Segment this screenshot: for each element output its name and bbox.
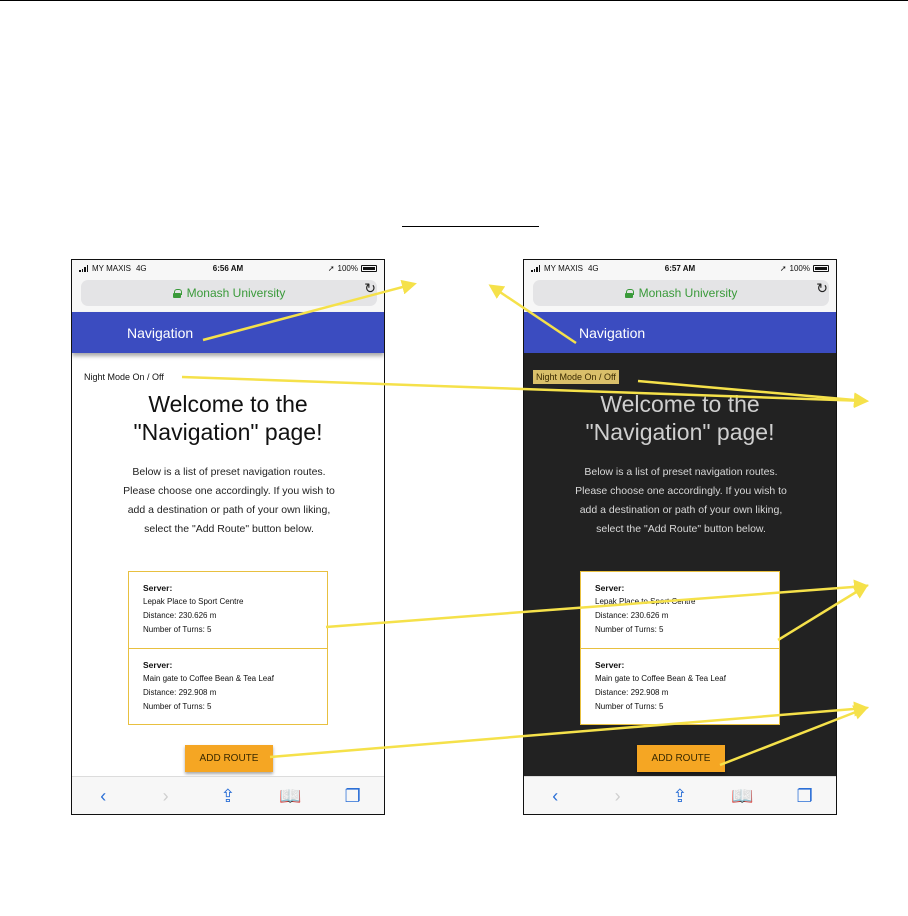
intro-line: Below is a list of preset navigation routes. bbox=[132, 466, 326, 478]
route-list bbox=[128, 571, 328, 725]
caption-rule bbox=[402, 226, 539, 227]
intro-text bbox=[534, 463, 828, 539]
carrier-name: MY MAXIS bbox=[544, 263, 583, 273]
network-type: 4G bbox=[135, 263, 147, 273]
route-server-label: Server: bbox=[595, 660, 625, 670]
app-bar-title: Navigation bbox=[579, 324, 646, 341]
network-type: 4G bbox=[587, 263, 599, 273]
signal-icon bbox=[79, 265, 88, 272]
page-heading bbox=[72, 390, 384, 446]
top-rule bbox=[0, 0, 908, 1]
route-turns: Number of Turns: 5 bbox=[595, 625, 664, 634]
battery-percent: 100% bbox=[789, 263, 810, 273]
browser-toolbar bbox=[524, 776, 836, 814]
intro-line: Below is a list of preset navigation routes. bbox=[584, 466, 778, 478]
lock-icon bbox=[625, 289, 633, 298]
back-icon[interactable]: ‹ bbox=[100, 785, 107, 806]
location-icon: ➚ bbox=[779, 263, 787, 273]
route-turns: Number of Turns: 5 bbox=[595, 702, 664, 711]
browser-address-area bbox=[524, 276, 836, 312]
heading-line-1: Welcome to the bbox=[600, 391, 760, 417]
status-time: 6:56 AM bbox=[212, 263, 244, 273]
share-icon[interactable]: ⇪ bbox=[220, 785, 236, 806]
address-text: Monash University bbox=[186, 286, 286, 300]
lock-icon bbox=[173, 289, 181, 298]
intro-line: select the "Add Route" button below. bbox=[596, 523, 766, 535]
heading-line-2: "Navigation" page! bbox=[133, 419, 323, 445]
route-turns: Number of Turns: 5 bbox=[143, 702, 212, 711]
route-server-label: Server: bbox=[595, 583, 625, 593]
route-server-label: Server: bbox=[143, 660, 173, 670]
tabs-icon[interactable]: ❐ bbox=[796, 785, 813, 806]
share-icon[interactable]: ⇪ bbox=[672, 785, 688, 806]
add-route-button[interactable]: ADD ROUTE bbox=[185, 745, 273, 772]
route-list bbox=[580, 571, 780, 725]
back-icon[interactable]: ‹ bbox=[552, 785, 559, 806]
route-distance: Distance: 292.908 m bbox=[595, 688, 669, 697]
battery-percent: 100% bbox=[337, 263, 358, 273]
route-distance: Distance: 292.908 m bbox=[143, 688, 217, 697]
intro-line: add a destination or path of your own liking, bbox=[579, 504, 783, 516]
route-name: Lepak Place to Sport Centre bbox=[143, 597, 244, 606]
status-bar bbox=[72, 260, 384, 276]
forward-icon[interactable]: › bbox=[614, 785, 621, 806]
phone-screenshot-light bbox=[71, 259, 385, 815]
route-item[interactable] bbox=[581, 572, 779, 648]
reload-icon[interactable]: ↻ bbox=[364, 280, 376, 296]
address-bar[interactable] bbox=[533, 280, 829, 306]
page-heading bbox=[524, 390, 836, 446]
signal-icon bbox=[531, 265, 540, 272]
bookmarks-icon[interactable]: 📖 bbox=[279, 785, 302, 806]
night-mode-toggle[interactable]: Night Mode On / Off bbox=[84, 372, 164, 382]
route-distance: Distance: 230.626 m bbox=[595, 611, 669, 620]
app-bar bbox=[72, 312, 384, 353]
battery-icon bbox=[361, 265, 377, 272]
intro-text bbox=[82, 463, 376, 539]
address-text: Monash University bbox=[638, 286, 738, 300]
page-content bbox=[72, 353, 384, 777]
route-turns: Number of Turns: 5 bbox=[143, 625, 212, 634]
app-bar bbox=[524, 312, 836, 353]
add-route-button[interactable]: ADD ROUTE bbox=[637, 745, 725, 772]
route-distance: Distance: 230.626 m bbox=[143, 611, 217, 620]
page-content bbox=[524, 353, 836, 777]
heading-line-2: "Navigation" page! bbox=[585, 419, 775, 445]
route-item[interactable] bbox=[129, 648, 327, 724]
route-item[interactable] bbox=[129, 572, 327, 648]
battery-icon bbox=[813, 265, 829, 272]
night-mode-toggle[interactable]: Night Mode On / Off bbox=[533, 370, 619, 384]
app-bar-title: Navigation bbox=[127, 324, 194, 341]
route-server-label: Server: bbox=[143, 583, 173, 593]
route-item[interactable] bbox=[581, 648, 779, 724]
reload-icon[interactable]: ↻ bbox=[816, 280, 828, 296]
browser-address-area bbox=[72, 276, 384, 312]
bookmarks-icon[interactable]: 📖 bbox=[731, 785, 754, 806]
status-time: 6:57 AM bbox=[664, 263, 696, 273]
location-icon: ➚ bbox=[327, 263, 335, 273]
phone-screenshot-dark bbox=[523, 259, 837, 815]
status-bar bbox=[524, 260, 836, 276]
intro-line: Please choose one accordingly. If you wish to bbox=[575, 485, 787, 497]
heading-line-1: Welcome to the bbox=[148, 391, 308, 417]
forward-icon[interactable]: › bbox=[162, 785, 169, 806]
intro-line: Please choose one accordingly. If you wish to bbox=[123, 485, 335, 497]
intro-line: add a destination or path of your own liking, bbox=[127, 504, 331, 516]
carrier-name: MY MAXIS bbox=[92, 263, 131, 273]
browser-toolbar bbox=[72, 776, 384, 814]
route-name: Lepak Place to Sport Centre bbox=[595, 597, 696, 606]
tabs-icon[interactable]: ❐ bbox=[344, 785, 361, 806]
address-bar[interactable] bbox=[81, 280, 377, 306]
route-name: Main gate to Coffee Bean & Tea Leaf bbox=[143, 674, 274, 683]
intro-line: select the "Add Route" button below. bbox=[144, 523, 314, 535]
route-name: Main gate to Coffee Bean & Tea Leaf bbox=[595, 674, 726, 683]
